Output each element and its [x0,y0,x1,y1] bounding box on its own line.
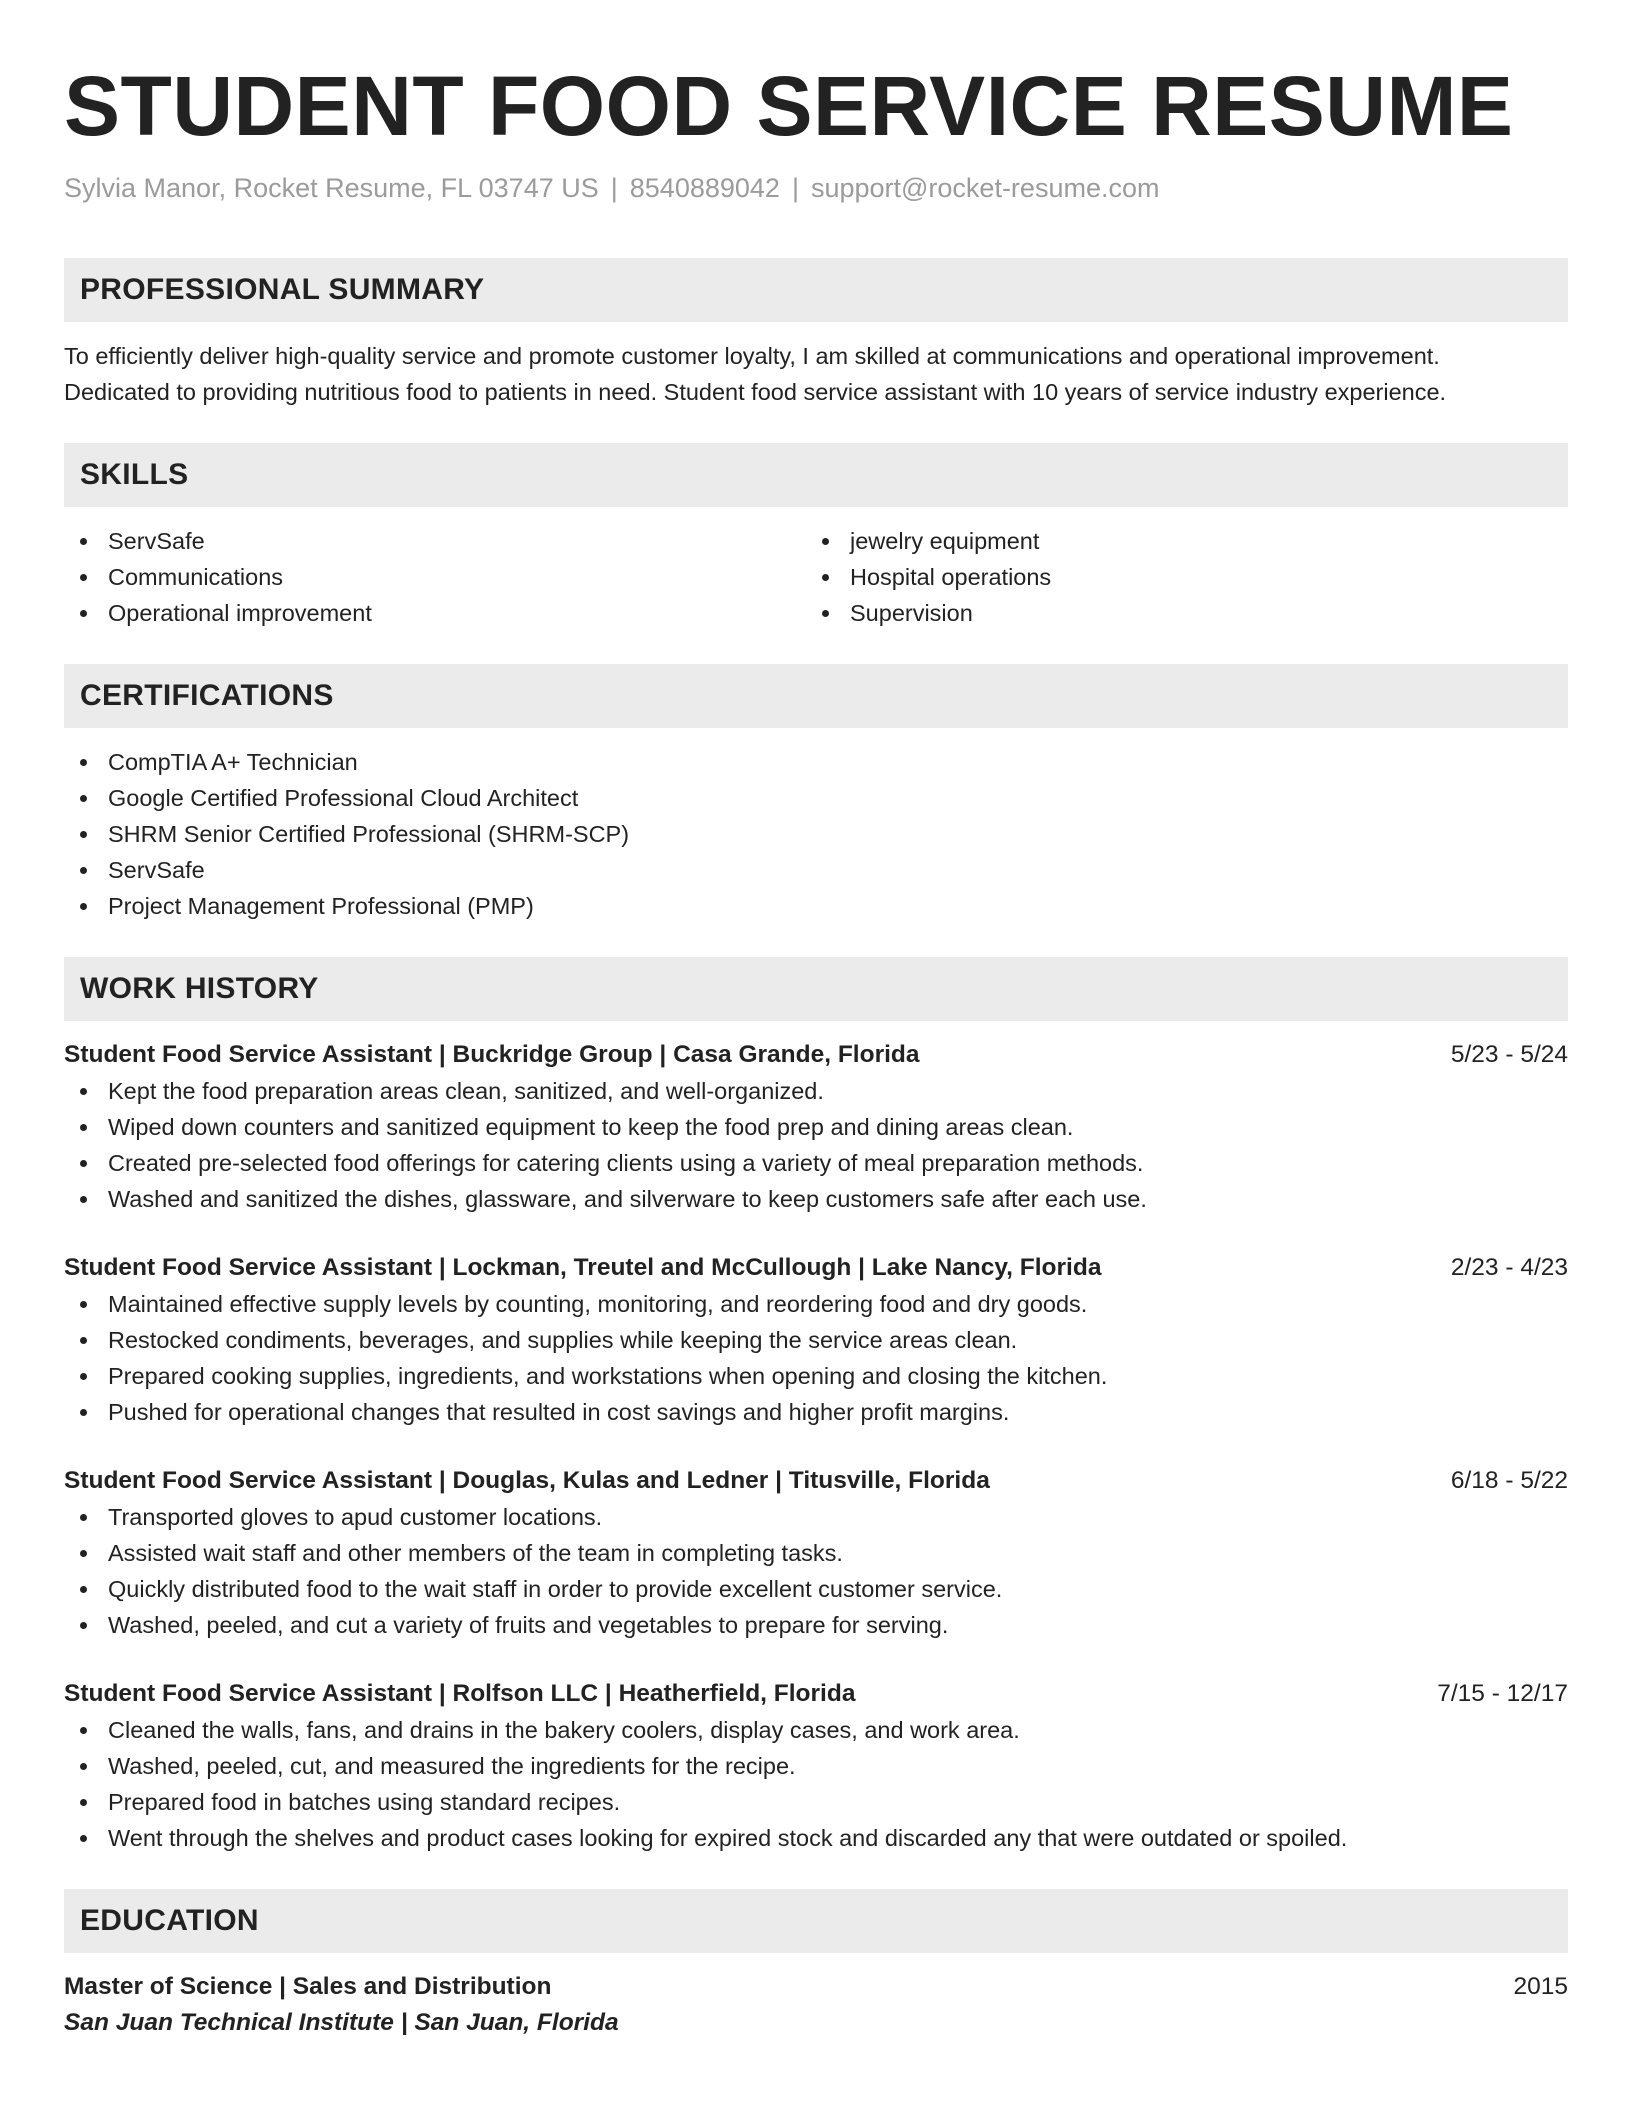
job-duty: Prepared food in batches using standard recipes. [64,1784,1568,1820]
job-duty: Kept the food preparation areas clean, sanitized, and well-organized. [64,1073,1568,1109]
resume-title: STUDENT FOOD SERVICE RESUME [64,59,1514,153]
job-header [64,1676,1568,1712]
job-duty: Washed, peeled, cut, and measured the ingredients for the recipe. [64,1748,1568,1784]
contact-line [64,170,1568,206]
job-entry [64,1250,1568,1430]
summary-line: To efficiently deliver high-quality service and promote customer loyalty, I am skilled at communications and operational improvement. [64,343,1440,369]
education-school: San Juan Technical Institute | San Juan, Florida [64,2009,619,2036]
job-duty: Created pre-selected food offerings for catering clients using a variety of meal preparation methods. [64,1145,1568,1181]
contact-separator: | [610,173,618,203]
job-dates: 6/18 - 5/22 [1450,1467,1568,1494]
resume-page [64,0,1568,2041]
job-dates: 2/23 - 4/23 [1450,1254,1568,1281]
education-header [64,1969,1568,2005]
section-header-education: EDUCATION [64,1889,1568,1953]
contact-phone: 8540889042 [629,173,780,203]
job-title: Student Food Service Assistant | Douglas, Kulas and Ledner | Titusville, Florida [64,1467,990,1494]
skills-column-right [806,523,1548,631]
education-year: 2015 [1513,1973,1568,2000]
section-header-skills: SKILLS [64,443,1568,507]
education-entry [64,1969,1568,2041]
job-header [64,1250,1568,1286]
job-duties [64,1712,1568,1856]
job-entry [64,1037,1568,1217]
job-duty: Wiped down counters and sanitized equipment to keep the food prep and dining areas clean. [64,1109,1568,1145]
job-header [64,1037,1568,1073]
job-duties [64,1499,1568,1643]
job-duty: Assisted wait staff and other members of the team in completing tasks. [64,1535,1568,1571]
section-header-certifications: CERTIFICATIONS [64,664,1568,728]
certification-item: SHRM Senior Certified Professional (SHRM-SCP) [64,816,1568,852]
job-duty: Washed, peeled, and cut a variety of fruits and vegetables to prepare for serving. [64,1607,1568,1643]
skill-item: Hospital operations [806,559,1548,595]
job-entry [64,1463,1568,1643]
skill-item: Communications [64,559,806,595]
job-duties [64,1073,1568,1217]
job-header [64,1463,1568,1499]
job-dates: 5/23 - 5/24 [1450,1041,1568,1068]
job-duty: Pushed for operational changes that resulted in cost savings and higher profit margins. [64,1394,1568,1430]
job-dates: 7/15 - 12/17 [1437,1680,1568,1707]
certifications-list [64,744,1568,924]
job-title: Student Food Service Assistant | Buckridge Group | Casa Grande, Florida [64,1041,920,1068]
job-duty: Washed and sanitized the dishes, glassware, and silverware to keep customers safe after each use. [64,1181,1568,1217]
job-duty: Quickly distributed food to the wait staff in order to provide excellent customer service. [64,1571,1568,1607]
certification-item: CompTIA A+ Technician [64,744,1568,780]
certification-item: ServSafe [64,852,1568,888]
job-title: Student Food Service Assistant | Lockman, Treutel and McCullough | Lake Nancy, Florida [64,1254,1102,1281]
education-degree: Master of Science | Sales and Distribution [64,1973,552,2000]
section-header-work-history: WORK HISTORY [64,957,1568,1021]
job-duty: Restocked condiments, beverages, and supplies while keeping the service areas clean. [64,1322,1568,1358]
job-duty: Prepared cooking supplies, ingredients, and workstations when opening and closing the kitchen. [64,1358,1568,1394]
skill-item: Supervision [806,595,1548,631]
job-duty: Maintained effective supply levels by counting, monitoring, and reordering food and dry goods. [64,1286,1568,1322]
skills-list [64,523,1568,631]
summary-line: Dedicated to providing nutritious food to patients in need. Student food service assistant with 10 years of service industry experience. [64,379,1447,405]
contact-address: Sylvia Manor, Rocket Resume, FL 03747 US [64,173,599,203]
summary-text [64,338,1568,410]
job-duty: Went through the shelves and product cases looking for expired stock and discarded any that were outdated or spoiled. [64,1820,1568,1856]
contact-separator: | [791,173,799,203]
certification-item: Google Certified Professional Cloud Architect [64,780,1568,816]
skill-item: jewelry equipment [806,523,1548,559]
skill-item: ServSafe [64,523,806,559]
job-duty: Transported gloves to apud customer locations. [64,1499,1568,1535]
certification-item: Project Management Professional (PMP) [64,888,1568,924]
job-title: Student Food Service Assistant | Rolfson LLC | Heatherfield, Florida [64,1680,856,1707]
job-duties [64,1286,1568,1430]
job-duty: Cleaned the walls, fans, and drains in the bakery coolers, display cases, and work area. [64,1712,1568,1748]
skills-column-left [64,523,806,631]
contact-email: support@rocket-resume.com [810,173,1160,203]
section-header-summary: PROFESSIONAL SUMMARY [64,258,1568,322]
skill-item: Operational improvement [64,595,806,631]
job-entry [64,1676,1568,1856]
